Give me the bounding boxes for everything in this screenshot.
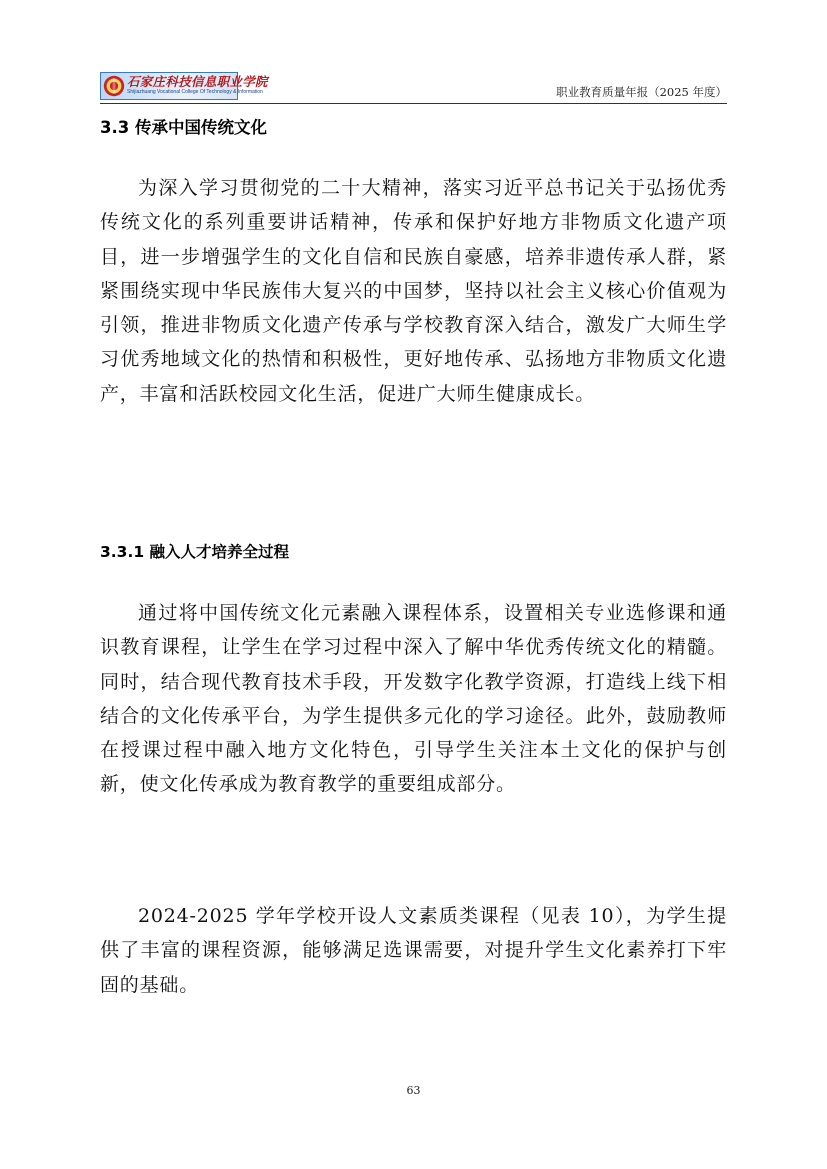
logo-college-english-name: Shijiazhuang Vocational College Of Technology & Information <box>127 89 263 95</box>
report-title: 职业教育质量年报（2025 年度） <box>556 85 727 99</box>
subsection-paragraph-2: 2024-2025 学年学校开设人文素质类课程（见表 10），为学生提供了丰富的课程资源，能够满足选课需要，对提升学生文化素养打下牢固的基础。 <box>100 905 727 996</box>
page-header <box>100 70 727 104</box>
page-number: 63 <box>406 1084 421 1097</box>
section-paragraph: 为深入学习贯彻党的二十大精神，落实习近平总书记关于弘扬优秀传统文化的系列重要讲话精神，传承和保护好地方非物质文化遗产项目，进一步增强学生的文化自信和民族自豪感，培养非遗传承人群，紧紧围绕实现中华民族伟大复兴的中国梦，坚持以社会主义核心价值观为引领，推进非物质文化遗产传承与学校教育深入结合，激发广大师生学习优秀地域文化的热情和积极性，更好地传承、弘扬地方非物质文化遗产，丰富和活跃校园文化生活，促进广大师生健康成长。 <box>100 177 727 405</box>
logo-college-name: 石家庄科技信息职业学院 <box>127 74 268 89</box>
subsection-heading: 3.3.1 融入人才培养全过程 <box>100 543 290 561</box>
college-seal-icon <box>103 75 125 97</box>
college-logo <box>100 72 268 100</box>
section-heading: 3.3 传承中国传统文化 <box>100 118 267 137</box>
subsection-paragraph-1: 通过将中国传统文化元素融入课程体系，设置相关专业选修课和通识教育课程，让学生在学习过程中深入了解中华优秀传统文化的精髓。同时，结合现代教育技术手段，开发数字化教学资源，打造线上线下相结合的文化传承平台，为学生提供多元化的学习途径。此外，鼓励教师在授课过程中融入地方文化特色，引导学生关注本土文化的保护与创新，使文化传承成为教育教学的重要组成部分。 <box>100 602 727 796</box>
